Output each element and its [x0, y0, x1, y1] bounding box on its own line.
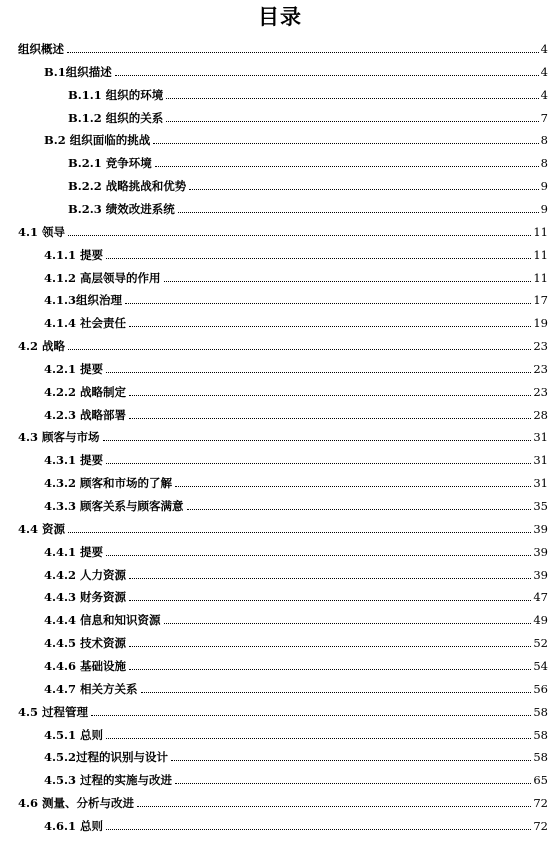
toc-dot-leader — [106, 258, 531, 259]
toc-entry[interactable] — [44, 242, 548, 262]
toc-entry-label: 4.5 过程管理 — [18, 704, 89, 719]
toc-entry[interactable] — [44, 630, 548, 650]
toc-entry-label: 4.1.1 提要 — [44, 247, 104, 262]
toc-dot-leader — [171, 760, 531, 761]
toc-dot-leader — [91, 715, 531, 716]
toc-entry-page-number: 17 — [533, 293, 548, 308]
toc-entry-page-number: 23 — [533, 384, 548, 399]
toc-entry-label: 4.2.3 战略部署 — [44, 407, 127, 422]
toc-entry-page-number: 31 — [533, 430, 548, 445]
toc-entry[interactable] — [44, 584, 548, 604]
toc-entry-label: 4.1.3组织治理 — [44, 293, 123, 308]
toc-entry-label: 4.4.5 技术资源 — [44, 636, 127, 651]
toc-entry-page-number: 9 — [540, 179, 548, 194]
toc-entry-page-number: 35 — [533, 499, 548, 513]
toc-dot-leader — [125, 303, 531, 304]
toc-entry-page-number: 4 — [540, 42, 548, 56]
toc-entry[interactable] — [18, 424, 548, 444]
toc-entry-label: B.1组织描述 — [44, 64, 112, 79]
toc-entry-label: 4.3.1 提要 — [44, 453, 104, 468]
toc-entry[interactable] — [18, 36, 548, 56]
toc-entry-page-number: 72 — [533, 796, 548, 811]
toc-dot-leader — [137, 806, 531, 807]
toc-entry-label: 4.4.6 基础设施 — [44, 658, 127, 673]
toc-dot-leader — [155, 166, 539, 167]
toc-dot-leader — [106, 738, 531, 739]
toc-entry[interactable] — [44, 470, 548, 490]
toc-entry[interactable] — [44, 607, 548, 627]
toc-entry-page-number: 19 — [533, 316, 548, 331]
toc-entry-label: 4.4.4 信息和知识资源 — [44, 613, 161, 628]
toc-entry[interactable] — [18, 219, 548, 239]
toc-entry-label: 4.5.1 总则 — [44, 727, 104, 742]
toc-entry[interactable] — [18, 699, 548, 719]
toc-entry-label: B.2.1 竞争环境 — [68, 156, 152, 171]
toc-entry-page-number: 9 — [540, 201, 548, 216]
toc-entry-label: 4.1.2 高层领导的作用 — [44, 270, 161, 285]
toc-dot-leader — [106, 372, 531, 373]
toc-dot-leader — [166, 121, 538, 122]
toc-dot-leader — [103, 440, 532, 441]
toc-dot-leader — [189, 189, 538, 190]
toc-entry[interactable] — [44, 356, 548, 376]
toc-entry-label: 4.1 领导 — [18, 224, 66, 239]
toc-entry[interactable] — [18, 333, 548, 353]
toc-entry[interactable] — [44, 310, 548, 330]
toc-entry-page-number: 8 — [540, 133, 548, 148]
toc-dot-leader — [129, 326, 531, 327]
toc-dot-leader — [68, 349, 531, 350]
toc-dot-leader — [187, 509, 532, 510]
toc-entry-label: 4.2.1 提要 — [44, 361, 104, 376]
toc-dot-leader — [164, 623, 532, 624]
toc-entry[interactable] — [44, 493, 548, 513]
toc-entry-label: 4.3.3 顾客关系与顾客满意 — [44, 499, 184, 513]
toc-entry-label: B.1.2 组织的关系 — [68, 110, 164, 125]
toc-entry-page-number: 65 — [533, 773, 548, 788]
toc-entry-label: B.2.2 战略挑战和优势 — [68, 179, 187, 194]
toc-entry-label: 4.6 测量、分析与改进 — [18, 796, 135, 811]
toc-dot-leader — [141, 692, 532, 693]
toc-entry-page-number: 39 — [533, 521, 548, 536]
toc-entry-page-number: 4 — [540, 64, 548, 79]
toc-dot-leader — [67, 52, 539, 53]
toc-entry-label: 4.4.3 财务资源 — [44, 590, 127, 605]
toc-entry-label: 4.3 顾客与市场 — [18, 430, 100, 445]
toc-entry[interactable] — [44, 813, 548, 833]
toc-dot-leader — [129, 669, 531, 670]
toc-entry[interactable] — [44, 287, 548, 307]
toc-entry[interactable] — [68, 196, 548, 216]
toc-entry[interactable] — [44, 767, 548, 787]
page-title: 目录 — [258, 5, 302, 29]
toc-entry[interactable] — [44, 562, 548, 582]
toc-dot-leader — [129, 418, 531, 419]
toc-entry-page-number: 11 — [533, 270, 548, 285]
toc-entry[interactable] — [18, 516, 548, 536]
toc-entry-label: 4.4.2 人力资源 — [44, 567, 127, 582]
toc-entry-label: 4.6.1 总则 — [44, 818, 104, 833]
toc-entry[interactable] — [44, 539, 548, 559]
toc-entry-page-number: 31 — [533, 453, 548, 468]
toc-entry-page-number: 56 — [533, 681, 548, 696]
toc-entry-page-number: 11 — [533, 247, 548, 262]
toc-entry-label: 4.5.3 过程的实施与改进 — [44, 773, 173, 788]
toc-entry-label: 4.2.2 战略制定 — [44, 384, 127, 399]
toc-entry-page-number: 58 — [533, 704, 548, 719]
toc-entry-label: B.1.1 组织的环境 — [68, 87, 164, 102]
toc-entry[interactable] — [68, 150, 548, 170]
toc-entry[interactable] — [44, 447, 548, 467]
toc-entry-label: 4.5.2过程的识别与设计 — [44, 750, 169, 765]
toc-dot-leader — [129, 395, 531, 396]
toc-dot-leader — [106, 463, 531, 464]
toc-entry[interactable] — [44, 653, 548, 673]
toc-dot-leader — [164, 281, 532, 282]
toc-entry-page-number: 54 — [533, 658, 548, 673]
toc-entry-label: 4.4.1 提要 — [44, 544, 104, 559]
toc-entry-label: 组织概述 — [18, 42, 64, 56]
toc-entry[interactable] — [44, 265, 548, 285]
toc-entry[interactable] — [68, 105, 548, 125]
toc-entry-label: 4.4.7 相关方关系 — [44, 681, 138, 696]
toc-entry[interactable] — [44, 379, 548, 399]
toc-dot-leader — [129, 578, 531, 579]
toc-entry-label: 4.3.2 顾客和市场的了解 — [44, 476, 173, 491]
toc-entry-page-number: 23 — [533, 339, 548, 354]
toc-dot-leader — [68, 235, 531, 236]
toc-entry-page-number: 23 — [533, 361, 548, 376]
toc-entry-page-number: 31 — [533, 476, 548, 491]
toc-dot-leader — [178, 212, 539, 213]
toc-dot-leader — [166, 98, 538, 99]
toc-entry-page-number: 52 — [533, 636, 548, 651]
toc-entry[interactable] — [44, 59, 548, 79]
toc-dot-leader — [115, 75, 539, 76]
toc-entry-page-number: 39 — [533, 567, 548, 582]
toc-entry-page-number: 58 — [533, 750, 548, 765]
toc-entry-page-number: 28 — [533, 407, 548, 422]
toc-entry-label: 4.1.4 社会责任 — [44, 316, 127, 331]
toc-entry-page-number: 7 — [540, 110, 548, 125]
toc-entry-label: 4.4 资源 — [18, 521, 66, 536]
toc-entry-page-number: 4 — [540, 87, 548, 102]
toc-entry-page-number: 8 — [540, 156, 548, 171]
toc-entry[interactable] — [44, 127, 548, 147]
toc-entry-page-number: 11 — [533, 224, 548, 239]
toc-entry-label: B.2 组织面临的挑战 — [44, 133, 151, 148]
toc-entry-label: B.2.3 绩效改进系统 — [68, 201, 175, 216]
toc-dot-leader — [175, 783, 531, 784]
toc-entry-page-number: 58 — [533, 727, 548, 742]
toc-dot-leader — [68, 532, 531, 533]
toc-entry[interactable] — [68, 173, 548, 193]
toc-dot-leader — [175, 486, 531, 487]
toc-entry-page-number: 72 — [533, 818, 548, 833]
toc-entry-page-number: 47 — [533, 590, 548, 605]
toc-dot-leader — [153, 143, 538, 144]
toc-entry[interactable] — [44, 744, 548, 764]
toc-dot-leader — [106, 829, 531, 830]
toc-dot-leader — [129, 600, 531, 601]
toc-entry[interactable] — [44, 402, 548, 422]
toc-dot-leader — [106, 555, 531, 556]
toc-entry[interactable] — [44, 722, 548, 742]
toc-entry[interactable] — [44, 676, 548, 696]
toc-dot-leader — [129, 646, 531, 647]
toc-entry-page-number: 49 — [533, 613, 548, 628]
toc-entry[interactable] — [68, 82, 548, 102]
toc-entry-label: 4.2 战略 — [18, 339, 66, 354]
toc-entry[interactable] — [18, 790, 548, 810]
toc-entry-page-number: 39 — [533, 544, 548, 559]
